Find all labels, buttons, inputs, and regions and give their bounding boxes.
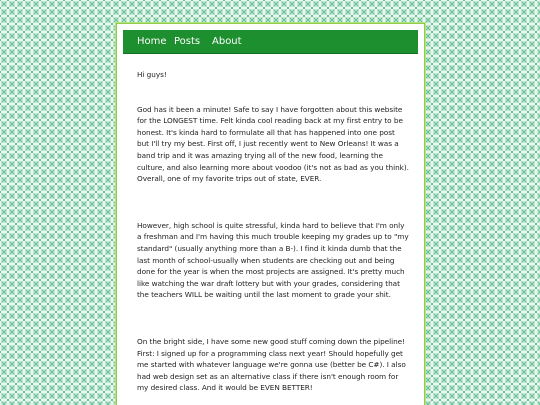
nav-link-home[interactable]: Home <box>137 36 167 47</box>
post-paragraph: However, high school is quite stressful, kinda hard to believe that I'm only a freshman and I'm having this much trouble keeping my grades up to "my standard" (usually anything more than a B-). I find it kinda dumb that the last month of school-usually when students are checking out and being done for the year is when the most projects are assigned. It's pretty much like watching the war draft lottery but with your grades, considering that the teachers WILL be waiting until the last moment to grade your shit. <box>137 220 409 300</box>
top-nav-bar <box>123 30 418 54</box>
post-greeting: Hi guys! <box>137 70 167 79</box>
post-paragraph: God has it been a minute! Safe to say I have forgotten about this website for the LONGEST time. Felt kinda cool reading back at my first entry to be honest. It's kinda hard to formulate all that has happened into one post but I'll try my best. First off, I just recently went to New Orleans! It was a band trip and it was amazing trying all of the new food, learning the culture, and also learning more about voodoo (it's not as bad as you think). Overall, one of my favorite trips out of state, EVER. <box>137 104 409 184</box>
nav-link-about[interactable]: About <box>212 36 242 47</box>
blog-page <box>116 23 425 405</box>
blog-post <box>137 69 409 405</box>
post-paragraph: On the bright side, I have some new good stuff coming down the pipeline! First: I signed up for a programming class next year! Should hopefully get me started with whatever language we're gonna use (better be C#). I also had web design set as an alternative class if there isn't enough room for my desired class. And it would be EVEN BETTER! <box>137 336 406 393</box>
nav-link-posts[interactable]: Posts <box>174 36 201 47</box>
